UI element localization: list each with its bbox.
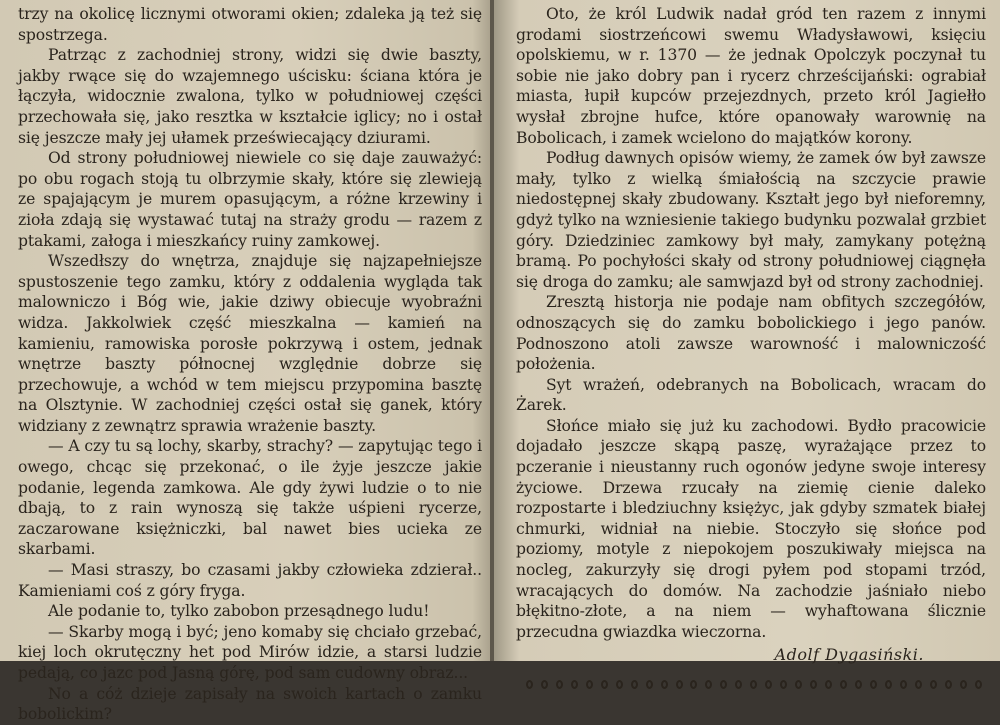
left-page-text: [18, 4, 482, 725]
paragraph: — A czy tu są lochy, skarby, strachy? — zapytując tego i owego, chcąc się przekonać, o ile żyje jeszcze jakie podanie, legenda zamkowa. Ale gdy żywi ludzie o to nie dbają, to z rain wynoszą się także uśpieni rycerze, zaczarowane księżniczki, bal nawet bies ucieka ze skarbami.: [18, 437, 482, 559]
ornament-dot: [780, 680, 787, 689]
ornament-dot: [810, 680, 817, 689]
ornament-dot: [631, 680, 638, 689]
ornament-dot: [900, 680, 907, 689]
ornament-dot: [885, 680, 892, 689]
ornament-dot: [750, 680, 757, 689]
paragraph: — Masi straszy, bo czasami jakby człowieka zdzierał.. Kamieniami coś z góry fryga.: [18, 561, 482, 600]
paragraph: Patrząc z zachodniej strony, widzi się dwie baszty, jakby rwące się do wzajemnego uścisku: ściana która je łączyła, widocznie zwalona, tylko w południowej części przechowała się, jako resztka w kształcie iglicy; no i ostał się jeszcze mały jej ułamek przeświecający dziurami.: [18, 46, 482, 147]
ornament-dot: [661, 680, 668, 689]
paragraph: — Skarby mogą i być; jeno komaby się chciało grzebać, kiej loch okrutęczny het pod Mirów idzie, a starsi ludzie pedają, co jazc pod Jasną górę, pod sam cudowny obraz...: [18, 622, 482, 682]
ornament-dot: [586, 680, 593, 689]
ornament-dot: [735, 680, 742, 689]
ornament-dot: [616, 680, 623, 689]
paragraph: Podług dawnych opisów wiemy, że zamek ów był zawsze mały, tylko z wielką śmiałością na szczycie prawie niedostępnej skały zbudowany. Kształt jego był nieforemny, gdyż tylko na wzniesienie takiego budynku pozwalał grzbiet góry. Dziedziniec zamkowy był mały, zamykany potężną bramą. Po pochyłości skały od strony południowej ciągnęła się droga do zamku; ale samwjazd był od strony zachodniej.: [516, 149, 986, 291]
author-signature: Adolf Dygasiński.: [774, 645, 924, 665]
ornament-dot: [795, 680, 802, 689]
ornament-dot: [975, 680, 982, 689]
ornament-dot: [855, 680, 862, 689]
left-page: [0, 0, 492, 724]
ornament-dot: [646, 680, 653, 689]
ornament-dot: [601, 680, 608, 689]
ornament-dot: [526, 680, 533, 689]
paragraph: Od strony południowej niewiele co się daje zauważyć: po obu rogach stoją tu olbrzymie skały, które się zlewieją ze spajającym je murem opasującym, a różne krzewiny i zioła zdają się wystawać tutaj na straży grodu — razem z ptakami, załoga i mieszkańcy ruiny zamkowej.: [18, 149, 482, 250]
paragraph: trzy na okolicę licznymi otworami okien; zdaleka ją też się spostrzega.: [18, 5, 482, 44]
ornament-dot: [541, 680, 548, 689]
ornament-dot: [690, 680, 697, 689]
paragraph: Zresztą historja nie podaje nam obfitych szczegółów, odnoszących się do zamku bobolickiego i jego panów. Podnoszono atoli zawsze warowność i malowniczość położenia.: [516, 293, 986, 374]
right-page: [494, 0, 1000, 665]
right-page-text: [516, 4, 986, 642]
ornament-dot: [840, 680, 847, 689]
ornament-dot: [571, 680, 578, 689]
ornament-dot: [705, 680, 712, 689]
ornament-dot: [720, 680, 727, 689]
paragraph: Słońce miało się już ku zachodowi. Bydło pracowicie dojadało jeszcze skąpą paszę, wyrażające przez to pczeranie i nieustanny ruch ogonów jedyne swoje interesy życiowe. Drzewa rzucały na ziemię cienie daleko rozpostarte i bledziuchny księżyc, jak gdyby szmatek białej chmurki, widniał na niebie. Stoczyło się słońce pod poziomy, motyle z niepokojem poszukiwały miejsca na nocleg, zakurzyły się drogi pyłem pod stopami trzód, wracających do domów. Na zachodzie jaśniało niebo błękitno-złote, a na niem — wyhaftowana ślicznie przecudna gwiazdka wieczorna.: [516, 416, 986, 641]
ornament-dot: [765, 680, 772, 689]
paragraph: No a cóż dzieje zapisały na swoich kartach o zamku bobolickim?: [18, 684, 482, 724]
ornament-dot: [825, 680, 832, 689]
paragraph: Ale podanie to, tylko zabobon przesądnego ludu!: [48, 602, 430, 621]
ornament-dot: [556, 680, 563, 689]
ornament-dot: [930, 680, 937, 689]
paragraph: Wszedłszy do wnętrza, znajduje się najzapełniejsze spustoszenie tego zamku, który z oddalenia wygląda tak malowniczo i Bóg wie, jakie dziwy obiecuje wyobraźni widza. Jakkolwiek część mieszkalna — kamień na kamieniu, ramowiska porosłe pokrzywą i ostem, jednak wnętrze baszty północnej względnie dobrze się przechowuje, a wchód w tem miejscu przypomina basztę na Olsztynie. W zachodniej części ostał się ganek, który widziany z zewnątrz sprawia wrażenie baszty.: [18, 252, 482, 435]
paragraph: Syt wrażeń, odebranych na Bobolicach, wracam do Żarek.: [516, 375, 986, 415]
ornament-dots-divider: [516, 680, 986, 689]
ornament-dot: [915, 680, 922, 689]
ornament-dot: [945, 680, 952, 689]
ornament-dot: [870, 680, 877, 689]
ornament-dot: [676, 680, 683, 689]
paragraph: Oto, że król Ludwik nadał gród ten razem z innymi grodami siostrzeńcowi swemu Władysławowi, księciu opolskiemu, w r. 1370 — że jednak Opolczyk poczynał tu sobie nie jako dobry pan i rycerz chrześcijański: ograbiał miasta, łupił kupców przejezdnych, przeto król Jagiełło wysłał zbrojne hufce, które opanowały warownię na Bobolicach, i zamek wcielono do majątków korony.: [516, 5, 986, 147]
ornament-dot: [960, 680, 967, 689]
